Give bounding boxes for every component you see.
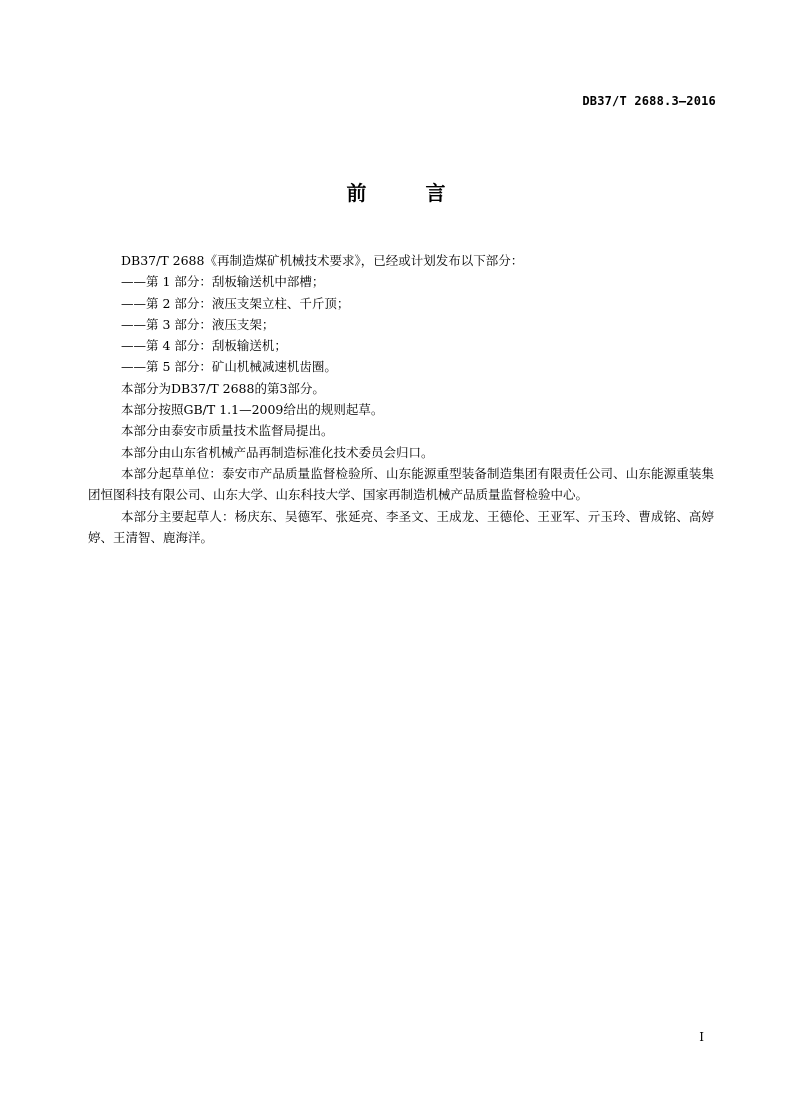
paragraph-drafters: 本部分主要起草人：杨庆东、吴德军、张延亮、李圣文、王成龙、王德伦、王亚军、亓玉玲、曹成铭、高婷婷、王清智、鹿海洋。 <box>88 508 714 545</box>
list-item-part-5: ——第 5 部分：矿山机械减速机齿圈。 <box>121 359 337 375</box>
foreword-body <box>88 250 714 548</box>
standard-code: DB37/T 2688.3—2016 <box>582 94 716 108</box>
paragraph-drafting-units: 本部分起草单位：泰安市产品质量监督检验所、山东能源重型装备制造集团有限责任公司、山东能源重装集团恒图科技有限公司、山东大学、山东科技大学、国家再制造机械产品质量监督检验中心。 <box>88 465 714 503</box>
list-item-part-1: ——第 1 部分：刮板输送机中部槽； <box>121 274 325 290</box>
paragraph-proposed-by: 本部分由泰安市质量技术监督局提出。 <box>121 423 334 439</box>
page-title: 前 言 <box>346 181 472 205</box>
paragraph-centralized-by: 本部分由山东省机械产品再制造标准化技术委员会归口。 <box>121 444 434 460</box>
paragraph-drafting-rules: 本部分按照GB/T 1.1—2009给出的规则起草。 <box>121 402 384 418</box>
paragraph-intro: DB37/T 2688《再制造煤矿机械技术要求》，已经或计划发布以下部分： <box>121 253 524 268</box>
page-number: I <box>699 1030 704 1044</box>
list-item-part-3: ——第 3 部分：液压支架； <box>121 316 275 332</box>
list-item-part-4: ——第 4 部分：刮板输送机； <box>121 338 287 354</box>
list-item-part-2: ——第 2 部分：液压支架立柱、千斤顶； <box>121 295 350 311</box>
paragraph-part-statement: 本部分为DB37/T 2688的第3部分。 <box>121 380 325 396</box>
